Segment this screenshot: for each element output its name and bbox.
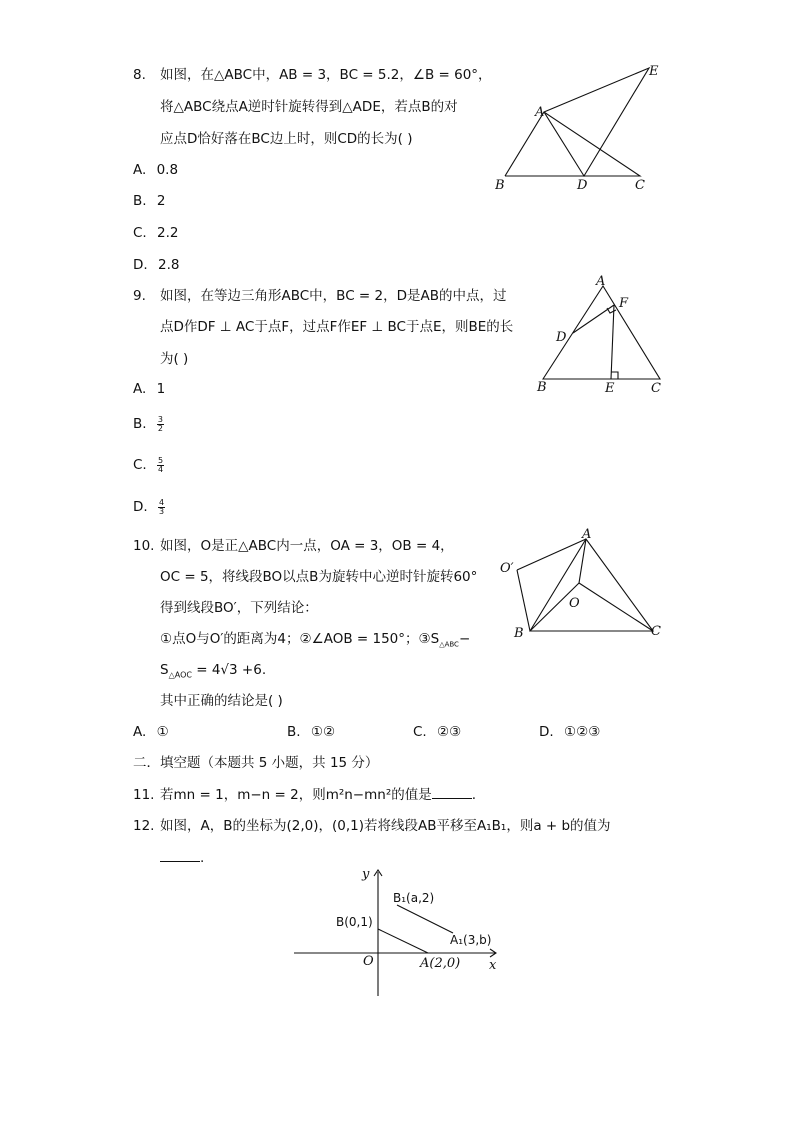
- q10-line-5: $S_{\triangle AOC} = 4√3 +6$.: [160, 662, 267, 680]
- q12-answer-line: .: [160, 849, 204, 867]
- q9-line-2: 点D作DF ⊥ AC于点F，过点F作EF ⊥ BC于点E，则BE的长: [160, 319, 514, 335]
- q8-line-3: 应点D恰好落在BC边上时，则CD的长为( ): [160, 131, 413, 147]
- q10-line-1: 如图，O是正△ABC内一点，OA = 3，OB = 4，: [160, 538, 454, 554]
- q9-option-c[interactable]: C. $\frac{5}{4}$: [133, 455, 164, 474]
- q9-line-1: 如图，在等边三角形ABC中，BC = 2，D是AB的中点，过: [160, 288, 507, 304]
- q8-label-a: A: [535, 105, 545, 120]
- q10-label-a: A: [582, 527, 592, 542]
- q10-line-2: OC = 5，将线段BO以点B为旋转中心逆时针旋转60°: [160, 569, 478, 585]
- q9-line-3: 为( ): [160, 351, 189, 367]
- q9-number: 9.: [133, 288, 146, 304]
- q9-option-d-fraction: $\frac{4}{3}$: [158, 497, 165, 516]
- q8-option-b[interactable]: B. 2: [133, 193, 166, 209]
- q10-label-o-prime: O′: [500, 561, 514, 576]
- q8-triangle-abc: [505, 112, 640, 176]
- q8-line-1: 如图，在△ABC中，AB = 3，BC = 5.2，∠B = 60°，: [160, 67, 492, 83]
- q12-label-y: y: [362, 867, 370, 882]
- q12-label-a1: A₁(3,b): [450, 933, 492, 947]
- q10-segment-ao2: [517, 539, 586, 570]
- q12-figure: [290, 866, 510, 1000]
- q10-option-a[interactable]: A. ①: [133, 724, 169, 740]
- q10-label-c: C: [651, 624, 661, 639]
- q10-segment-bo2: [517, 570, 530, 631]
- q8-label-c: C: [635, 178, 645, 193]
- q12-label-x: x: [489, 958, 497, 973]
- q10-line-3: 得到线段BO′，下列结论：: [160, 600, 318, 616]
- q9-label-a: A: [596, 274, 606, 289]
- q11-text: 若mn = 1，m−n = 2，则m²n−mn²的值是 .: [160, 787, 477, 803]
- q10-figure: [500, 524, 670, 644]
- q10-number: 10.: [133, 538, 155, 554]
- q9-option-a[interactable]: A. 1: [133, 381, 166, 397]
- q12-segment-ab: [378, 929, 428, 953]
- q8-option-a[interactable]: A. 0.8: [133, 162, 179, 178]
- q9-option-b-fraction: $\frac{3}{2}$: [157, 414, 163, 433]
- q12-text: 如图，A，B的坐标为(2,0)，(0,1)若将线段AB平移至A₁B₁，则a + b的值为: [160, 818, 611, 834]
- q8-option-c[interactable]: C. 2.2: [133, 225, 179, 241]
- q9-label-e: E: [605, 381, 615, 396]
- q8-label-b: B: [495, 178, 505, 193]
- q9-segment-ef: [611, 305, 614, 379]
- q11-number: 11.: [133, 787, 155, 803]
- q9-label-f: F: [619, 296, 629, 311]
- q12-number: 12.: [133, 818, 155, 834]
- q9-right-angle-e: [611, 372, 618, 379]
- q11-answer-blank[interactable]: [432, 786, 472, 799]
- q9-label-c: C: [651, 381, 661, 396]
- q10-label-b: B: [514, 626, 524, 641]
- q8-number: 8.: [133, 67, 146, 83]
- q12-label-b: B(0,1): [336, 915, 373, 929]
- section-2-title: 二．填空题（本题共 5 小题，共 15 分）: [133, 755, 379, 771]
- q8-option-d[interactable]: D. 2.8: [133, 257, 180, 273]
- q10-line-4: ①点O与O′的距离为4；②∠AOB = 150°；$③S_{\triangle ABC}-$: [160, 631, 471, 649]
- q12-label-b1: B₁(a,2): [393, 891, 435, 905]
- q9-label-b: B: [537, 380, 547, 395]
- q12-label-o: O: [363, 954, 374, 969]
- q9-option-b[interactable]: B. $\frac{3}{2}$: [133, 414, 163, 433]
- q8-label-e: E: [649, 64, 659, 79]
- q9-option-c-fraction: $\frac{5}{4}$: [158, 455, 164, 474]
- q10-triangle-abc: [530, 539, 653, 631]
- q12-label-a: A(2,0): [420, 956, 461, 971]
- q9-figure: [532, 272, 667, 397]
- q12-segment-a1b1: [397, 905, 453, 933]
- q8-label-d: D: [577, 178, 588, 193]
- q9-option-d[interactable]: D. $\frac{4}{3}$: [133, 497, 165, 516]
- q12-answer-blank[interactable]: [160, 849, 200, 862]
- q10-option-c[interactable]: C. ②③: [413, 724, 462, 740]
- q10-option-b[interactable]: B. ①②: [287, 724, 336, 740]
- q10-line-6: 其中正确的结论是( ): [160, 693, 283, 709]
- q9-label-d: D: [556, 330, 567, 345]
- q10-segment-co: [579, 583, 653, 631]
- q8-figure: [495, 58, 665, 193]
- q10-option-d[interactable]: D. ①②③: [539, 724, 601, 740]
- q10-label-o: O: [569, 596, 580, 611]
- q8-line-2: 将△ABC绕点A逆时针旋转得到△ADE，若点B的对: [160, 99, 458, 115]
